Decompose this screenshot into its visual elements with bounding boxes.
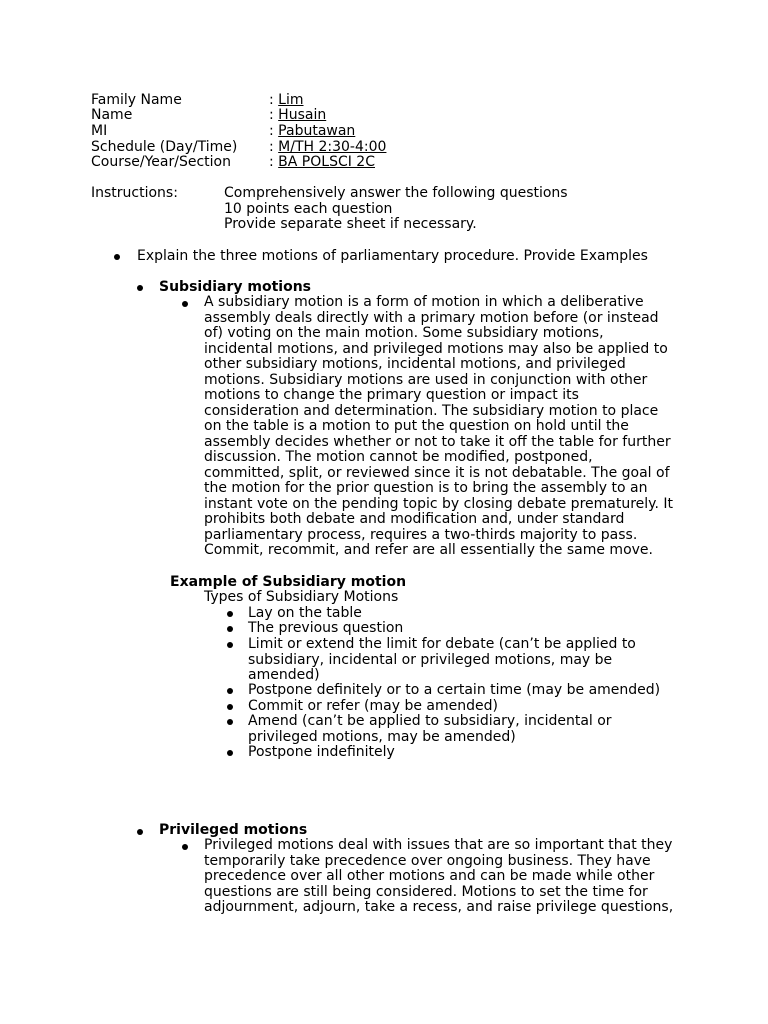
name-label: Name: [91, 107, 133, 123]
list-item: The previous question: [248, 620, 404, 636]
colon: :: [269, 92, 274, 108]
list-item-line: Limit or extend the limit for debate (can’t be applied to: [248, 636, 636, 652]
list-item: Postpone definitely or to a certain time (may be amended): [248, 682, 661, 698]
paragraph-line: parliamentary process, requires a two-thirds majority to pass.: [204, 526, 638, 543]
list-item: Commit or refer (may be amended): [248, 698, 498, 714]
name-value: [269, 108, 326, 123]
paragraph-line: motions. Subsidiary motions are used in conjunction with other: [204, 371, 648, 388]
bullet-icon: [227, 626, 233, 632]
list-item-line: Amend (can’t be applied to subsidiary, incidental or: [248, 713, 612, 729]
list-item: [248, 714, 612, 745]
colon: :: [269, 139, 274, 155]
privileged-heading: Privileged motions: [159, 822, 308, 838]
schedule-value: [269, 140, 386, 155]
paragraph-line: Commit, recommit, and refer are all essentially the same move.: [204, 542, 653, 558]
paragraph-line: precedence over all other motions and can be made while other: [204, 868, 655, 884]
name-text: Husain: [278, 107, 327, 123]
paragraph-line: adjournment, adjourn, take a recess, and raise privilege questions,: [204, 899, 674, 915]
list-item: Lay on the table: [248, 605, 362, 621]
paragraph-line: discussion. The motion cannot be modified, postponed,: [204, 449, 593, 465]
bullet-icon: [182, 844, 188, 850]
list-item-line: amended): [248, 667, 320, 683]
paragraph-line: assembly deals directly with a primary motion before (or instead: [204, 309, 659, 326]
paragraph-line: temporarily take precedence over ongoing business. They have: [204, 852, 651, 869]
instruction-line: Provide separate sheet if necessary.: [224, 216, 477, 232]
paragraph-line: A subsidiary motion is a form of motion in which a deliberative: [204, 294, 644, 310]
paragraph-line: Privileged motions deal with issues that are so important that they: [204, 837, 673, 853]
paragraph-line: on the table is a motion to put the question on hold until the: [204, 418, 629, 434]
bullet-icon: [227, 704, 233, 710]
course-label: Course/Year/Section: [91, 154, 231, 170]
paragraph-line: committed, split, or reviewed since it is not debatable. The goal of: [204, 464, 670, 481]
schedule-label: Schedule (Day/Time): [91, 139, 238, 155]
subsidiary-heading: Subsidiary motions: [159, 279, 311, 295]
colon: :: [269, 123, 274, 139]
example-heading: Example of Subsidiary motion: [170, 574, 407, 590]
colon: :: [269, 154, 274, 170]
paragraph-line: incidental motions, and privileged motions may also be applied to: [204, 340, 668, 357]
family-name-label: Family Name: [91, 92, 182, 108]
instructions-label: Instructions:: [91, 185, 178, 201]
paragraph-line: prohibits both debate and modification and, under standard: [204, 511, 625, 527]
bullet-icon: [227, 750, 233, 756]
family-name-value: [269, 93, 304, 108]
paragraph-line: of) voting on the main motion. Some subsidiary motions,: [204, 325, 604, 341]
paragraph-line: consideration and determination. The subsidiary motion to place: [204, 402, 659, 419]
list-item: Postpone indefinitely: [248, 744, 395, 760]
mi-value: [269, 124, 355, 139]
bullet-icon: [227, 719, 233, 725]
colon: :: [269, 107, 274, 123]
bullet-icon: [227, 688, 233, 694]
course-value: [269, 155, 375, 170]
family-name-text: Lim: [278, 92, 304, 108]
paragraph-line: other subsidiary motions, incidental motions, and privileged: [204, 356, 626, 372]
instruction-line: Comprehensively answer the following questions: [224, 185, 568, 201]
privileged-paragraph: [204, 838, 684, 916]
list-item: [248, 637, 636, 684]
list-item-line: subsidiary, incidental or privileged motions, may be: [248, 651, 613, 668]
paragraph-line: instant vote on the pending topic by closing debate prematurely. It: [204, 495, 673, 512]
instruction-line: 10 points each question: [224, 201, 393, 217]
mi-label: MI: [91, 123, 108, 139]
bullet-icon: [137, 829, 143, 835]
question-text: Explain the three motions of parliamentary procedure. Provide Examples: [137, 248, 648, 264]
paragraph-line: assembly decides whether or not to take it off the table for further: [204, 433, 671, 450]
bullet-icon: [137, 285, 143, 291]
bullet-icon: [227, 642, 233, 648]
schedule-text: M/TH 2:30-4:00: [278, 139, 387, 155]
types-heading: Types of Subsidiary Motions: [204, 589, 399, 605]
subsidiary-paragraph: [204, 295, 684, 559]
course-text: BA POLSCI 2C: [278, 154, 375, 170]
list-item-line: privileged motions, may be amended): [248, 728, 516, 745]
mi-text: Pabutawan: [278, 123, 356, 139]
paragraph-line: the motion for the prior question is to bring the assembly to an: [204, 480, 648, 496]
paragraph-line: motions to change the primary question or impact its: [204, 387, 579, 403]
paragraph-line: questions are still being considered. Motions to set the time for: [204, 883, 648, 900]
bullet-icon: [227, 611, 233, 617]
bullet-icon: [182, 301, 188, 307]
bullet-icon: [114, 254, 120, 260]
